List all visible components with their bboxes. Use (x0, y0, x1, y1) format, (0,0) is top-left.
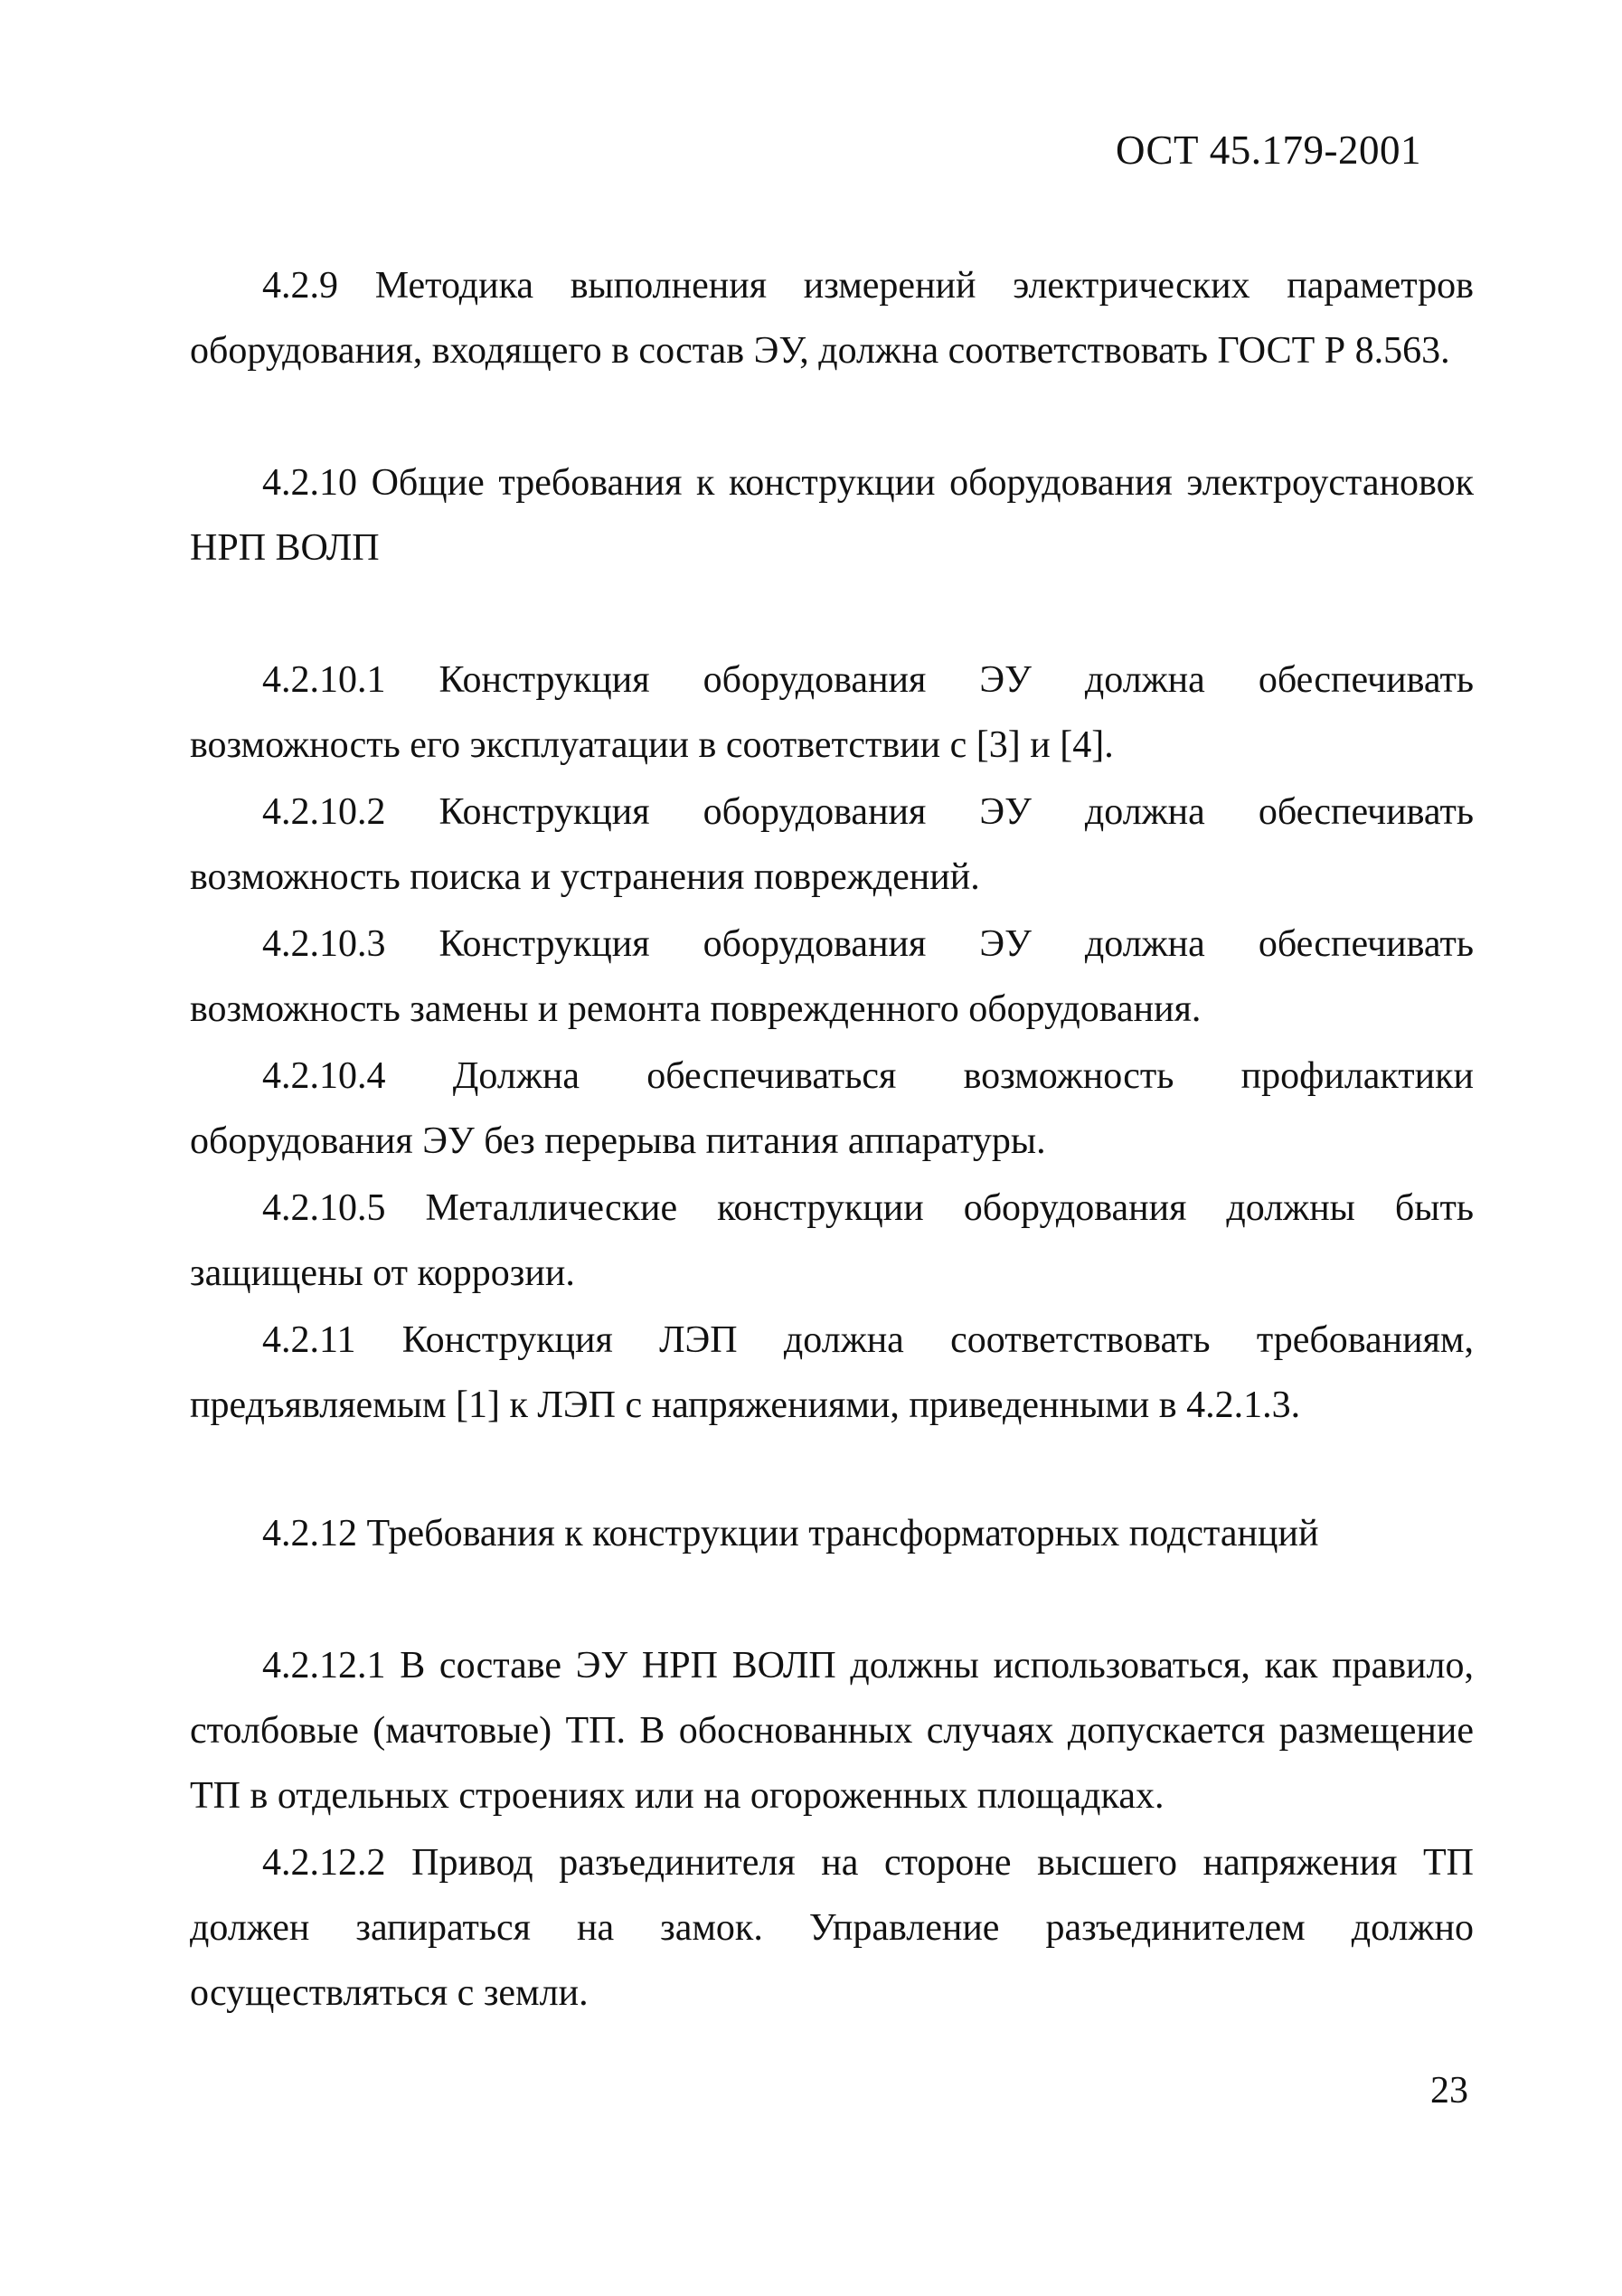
paragraph-4-2-10-heading: 4.2.10 Общие требования к конструкции оборудования электроустановок НРП ВОЛП (190, 462, 1474, 569)
paragraph-4-2-12-heading: 4.2.12 Требования к конструкции трансформаторных подстанций (262, 1513, 1319, 1554)
paragraph-4-2-11-block (190, 1308, 1474, 1438)
paragraph-4-2-10-4-block (190, 1044, 1474, 1174)
paragraph-4-2-10-1-block (190, 647, 1474, 778)
paragraph-4-2-10-3-block (190, 912, 1474, 1042)
page-number: 23 (1430, 2070, 1468, 2112)
paragraph-4-2-11: 4.2.11 Конструкция ЛЭП должна соответствовать требованиям, предъявляемым [1] к ЛЭП с напряжениями, приведенными в 4.2.1.3. (190, 1319, 1474, 1426)
paragraph-4-2-12-block (190, 1501, 1474, 1566)
paragraph-4-2-10-5: 4.2.10.5 Металлические конструкции оборудования должны быть защищены от коррозии. (190, 1187, 1474, 1294)
paragraph-4-2-10-block (190, 450, 1474, 581)
document-code-header: ОСТ 45.179-2001 (1115, 128, 1421, 173)
paragraph-4-2-10-4: 4.2.10.4 Должна обеспечиваться возможность профилактики оборудования ЭУ без перерыва питания аппаратуры. (190, 1055, 1474, 1162)
paragraph-4-2-12-2: 4.2.12.2 Привод разъединителя на стороне высшего напряжения ТП должен запираться на замок. Управление разъединителем должно осуществляться с земли. (190, 1842, 1474, 2014)
paragraph-4-2-9: 4.2.9 Методика выполнения измерений электрических параметров оборудования, входящего в состав ЭУ, должна соответствовать ГОСТ Р 8.563. (190, 265, 1474, 372)
paragraph-4-2-10-5-block (190, 1176, 1474, 1306)
paragraph-4-2-10-2: 4.2.10.2 Конструкция оборудования ЭУ должна обеспечивать возможность поиска и устранения повреждений. (190, 791, 1474, 898)
paragraph-4-2-12-1: 4.2.12.1 В составе ЭУ НРП ВОЛП должны использоваться, как правило, столбовые (мачтовые) ТП. В обоснованных случаях допускается размещение ТП в отдельных строениях или на огороженных площадках. (190, 1645, 1474, 1817)
paragraph-4-2-9-block (190, 253, 1474, 383)
paragraph-4-2-10-2-block (190, 780, 1474, 910)
paragraph-4-2-12-1-block (190, 1633, 1474, 1828)
paragraph-4-2-10-3: 4.2.10.3 Конструкция оборудования ЭУ должна обеспечивать возможность замены и ремонта поврежденного оборудования. (190, 923, 1474, 1030)
paragraph-4-2-12-2-block (190, 1830, 1474, 2026)
paragraph-4-2-10-1: 4.2.10.1 Конструкция оборудования ЭУ должна обеспечивать возможность его эксплуатации в соответствии с [3] и [4]. (190, 659, 1474, 766)
